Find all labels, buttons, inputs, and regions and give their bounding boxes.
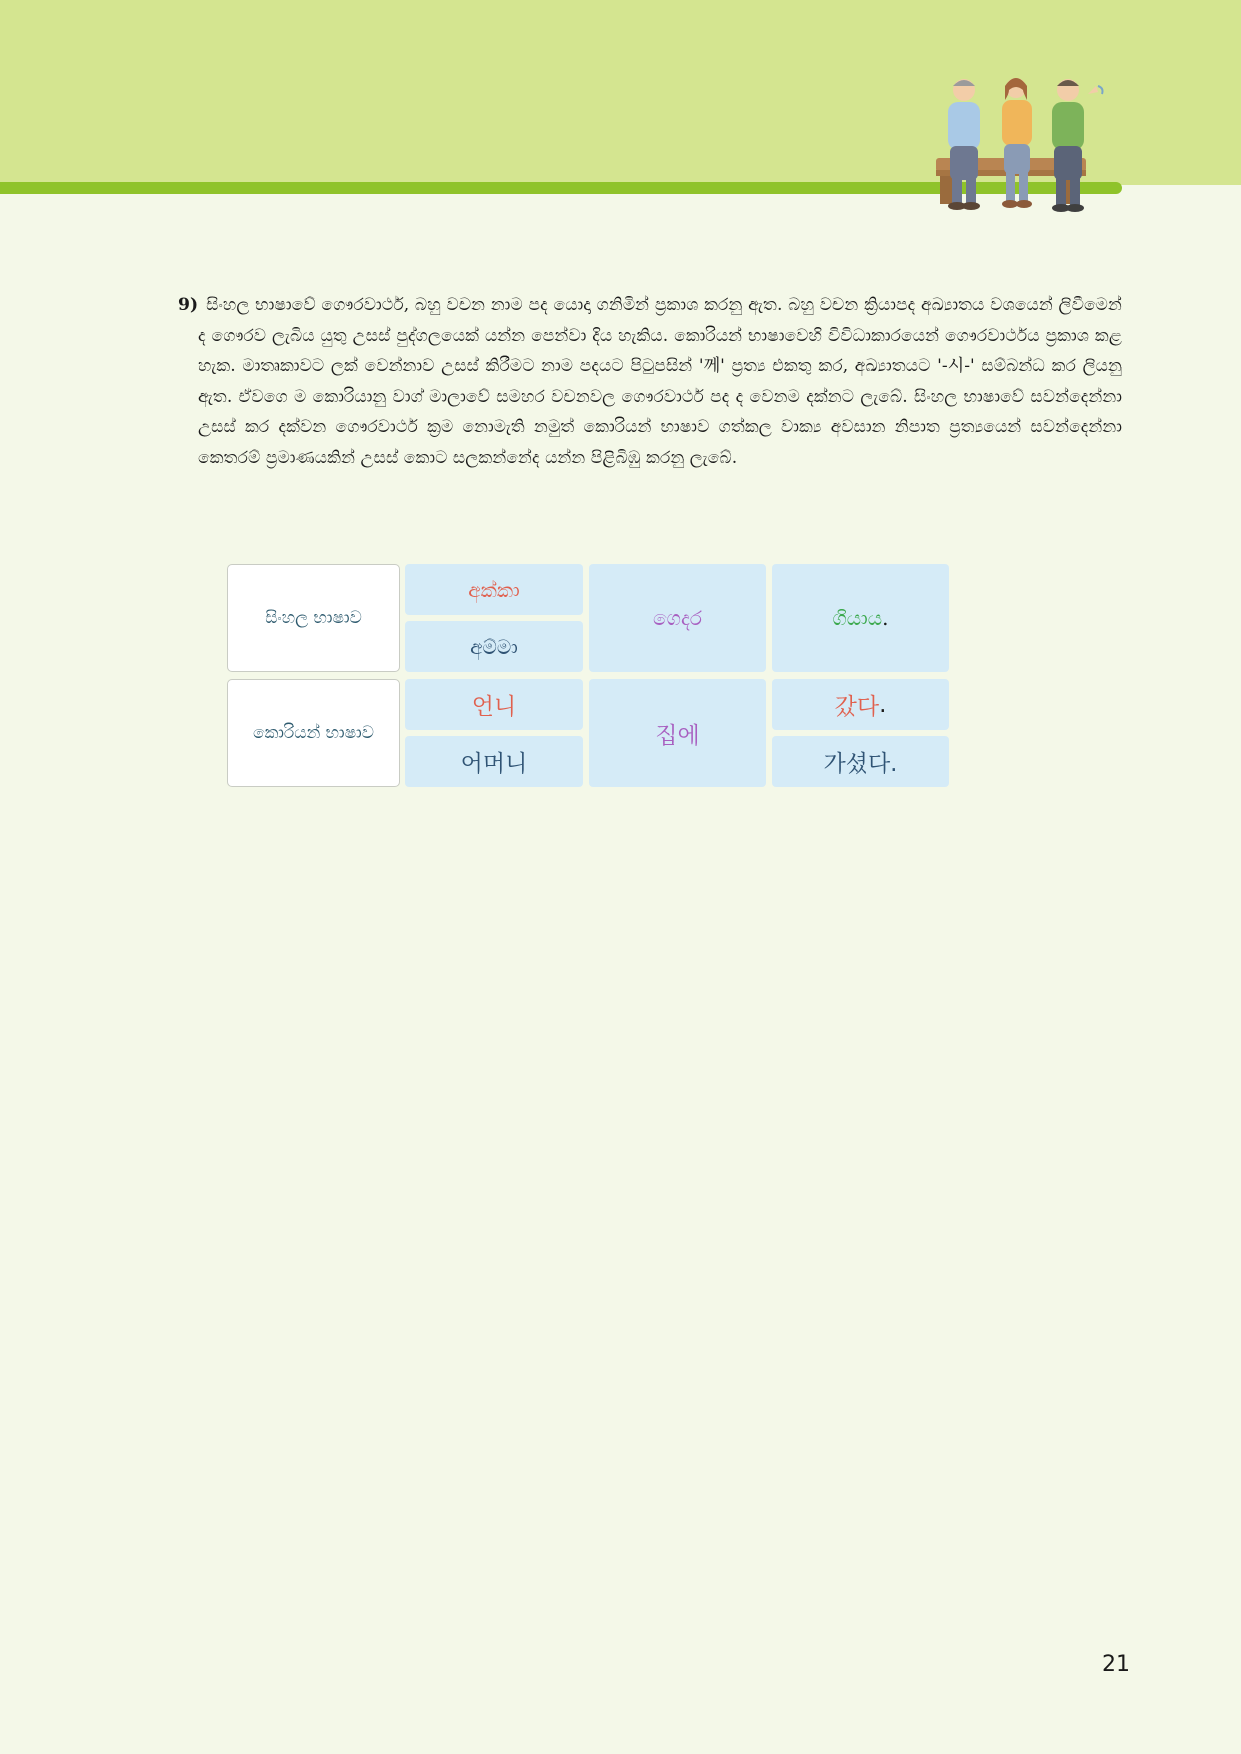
korean-verb-plain-period: .	[879, 691, 887, 718]
sinhala-subject-mother: අම්මා	[405, 621, 583, 672]
sinhala-verb-went	[772, 564, 949, 672]
item-number: 9)	[178, 295, 199, 315]
korean-verb-went-plain	[772, 679, 949, 730]
korean-subject-mother: 어머니	[405, 736, 583, 787]
korean-language-label: කොරියන් භාෂාව	[227, 679, 400, 787]
people-on-bench-illustration	[930, 72, 1130, 217]
sinhala-place-home: ගෙදර	[589, 564, 766, 672]
korean-verb-went-honorific: 가셨다.	[772, 736, 949, 787]
sinhala-subject-sister: අක්කා	[405, 564, 583, 615]
sinhala-language-label: සිංහල භාෂාව	[227, 564, 400, 672]
explanation-paragraph	[178, 290, 1122, 473]
korean-subject-sister: 언니	[405, 679, 583, 730]
korean-place-home: 집에	[589, 679, 766, 787]
sinhala-verb-text: ගියාය	[832, 606, 883, 630]
page-number: 21	[1102, 1652, 1130, 1677]
sinhala-verb-period: .	[882, 606, 889, 630]
paragraph-text: සිංහල භාෂාවේ ගෞරවාර්ථ, බහු වචන නාම පද යොදා ගනිමින් ප්‍රකාශ කරනු ඇත. බහු වචන ක්‍රියාපද අඛ්‍යාතය වශයෙන් ලිවීමෙන් ද ගෞරව ලැබිය යුතු උසස් පුද්ගලයෙක් යන්න පෙන්වා දිය හැකිය. කොරියන් භාෂාවෙහි විවිධාකාරයෙන් ගෞරවාර්ථය ප්‍රකාශ කළ හැක. මාතෘකාවට ලක් වෙන්නාව උසස් කිරීමට නාම පදයට පිටුපසින් '께' ප්‍රත්‍ය එකතු කර, අඛ්‍යාතයට '-시-' සම්බන්ධ කර ලියනු ඇත. ඒවගෙ ම කොරියානු වාග් මාලාවේ සමහර වචනවල ගෞරවාර්ථ පද ද වෙනම දක්නට ලැබේ. සිංහල භාෂාවේ සවන්දෙන්නා උසස් කර දක්වන ගෞරවාර්ථ ක්‍රම නොමැති නමුත් කොරියන් භාෂාව ගත්කල වාක්‍ය අවසාන නිපාත ප්‍රත්‍යයෙන් සවන්දෙන්නා කෙතරම් ප්‍රමාණයකින් උසස් කොට සලකන්නේද යන්න පිළිබිඹු කරනු ලැබේ.	[198, 295, 1122, 468]
korean-verb-plain-text: 갔다	[834, 694, 880, 720]
